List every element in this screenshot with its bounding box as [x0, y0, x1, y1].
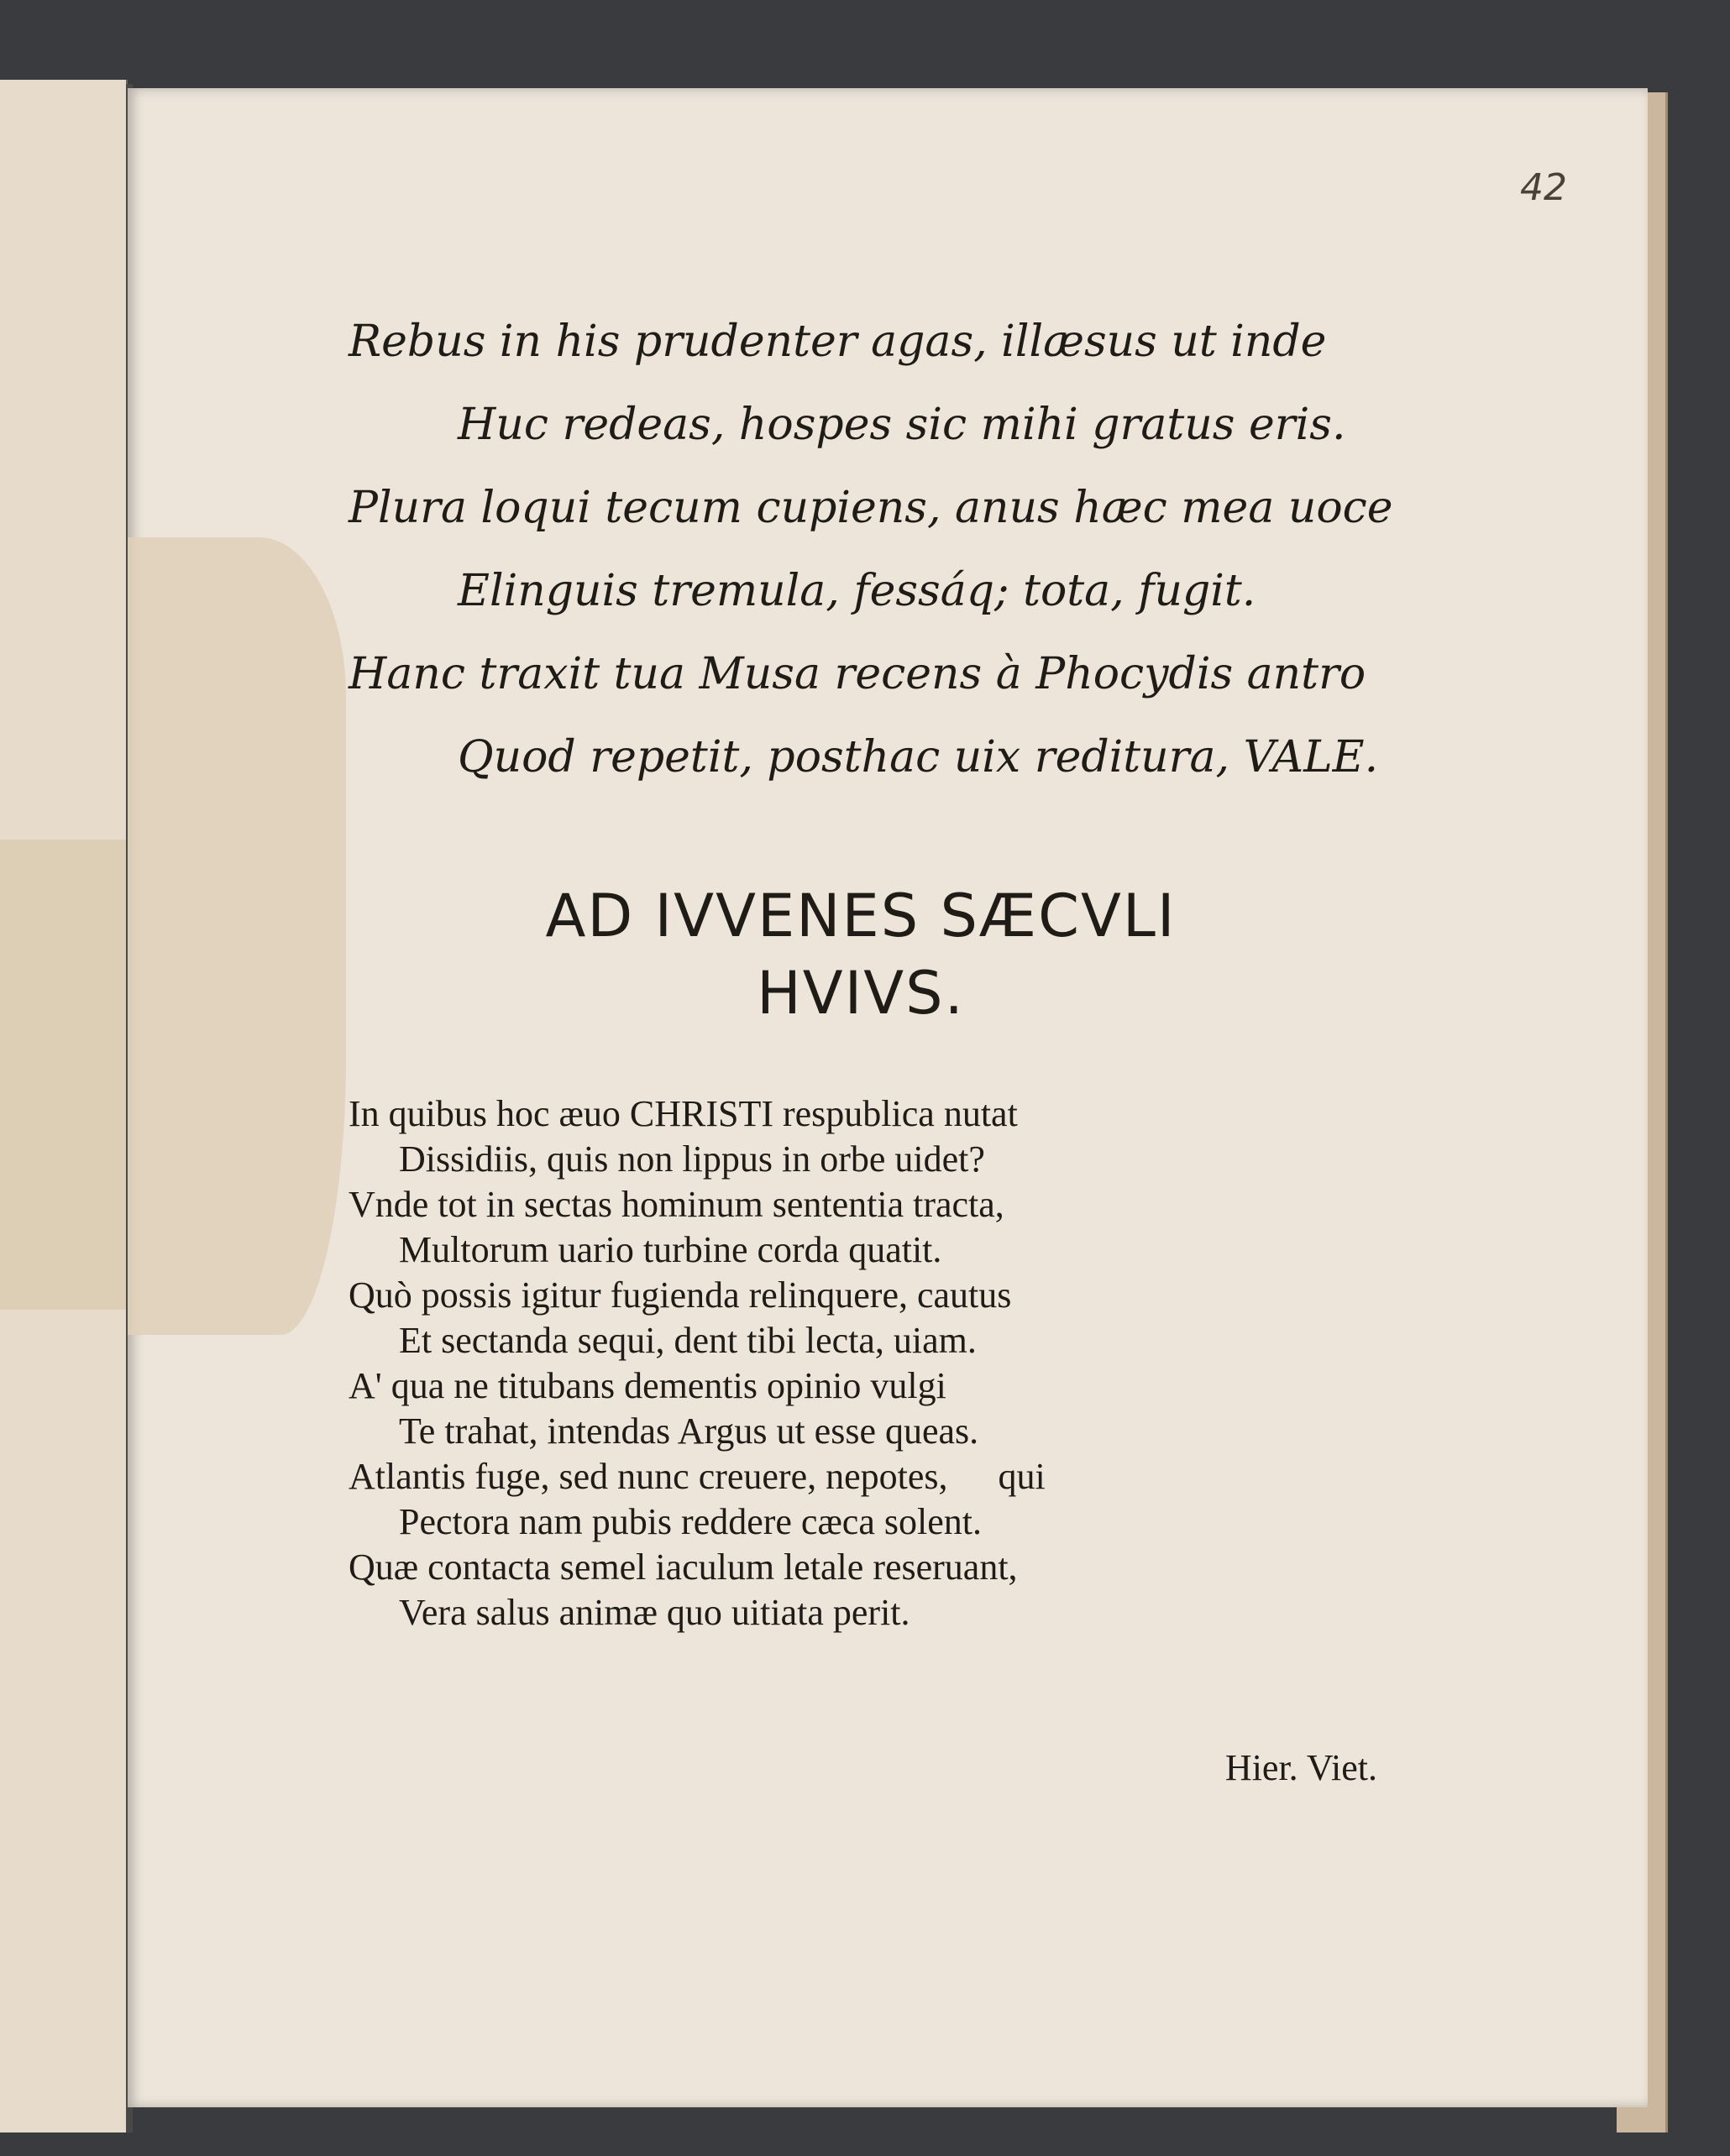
water-stain	[128, 537, 346, 1335]
poem-line: Quò possis igitur fugienda relinquere, cautus	[349, 1274, 1012, 1316]
folio-number: 42	[1520, 166, 1567, 209]
poem-line: Vnde tot in sectas hominum sententia tracta,	[349, 1184, 1004, 1225]
verse-line: Quod repetit, posthac uix reditura, VALE.	[458, 732, 1379, 782]
poem-heading	[453, 877, 1268, 1032]
poem-line: A' qua ne titubans dementis opinio vulgi	[349, 1365, 946, 1406]
poem-line: Vera salus animæ quo uitiata perit.	[399, 1592, 910, 1633]
heading-line-1: AD IVVENES SÆCVLI	[545, 882, 1177, 950]
verse-line: Elinguis tremula, fessáq; tota, fugit.	[458, 566, 1256, 616]
poem-line: Quæ contacta semel iaculum letale reseruant,	[349, 1546, 1018, 1588]
poem-line: In quibus hoc æuo CHRISTI respublica nutat	[349, 1093, 1018, 1134]
closing-verse	[349, 301, 1440, 799]
margin-note: qui	[998, 1456, 1046, 1497]
poem-line: Pectora nam pubis reddere cæca solent.	[399, 1501, 982, 1542]
poem-line: Dissidiis, quis non lippus in orbe uidet?	[399, 1138, 985, 1180]
poem-line: Multorum uario turbine corda quatit.	[399, 1229, 942, 1270]
heading-line-2: HVIVS.	[757, 959, 965, 1028]
poem-line-with-note	[349, 1454, 1356, 1499]
verse-line: Rebus in his prudenter agas, illæsus ut inde	[349, 317, 1327, 367]
author-signature: Hier. Viet.	[1224, 1747, 1377, 1788]
poem-body	[349, 1091, 1356, 1635]
poem-line: Et sectanda sequi, dent tibi lecta, uiam.	[399, 1320, 977, 1361]
poem-line: Atlantis fuge, sed nunc creuere, nepotes,	[349, 1456, 948, 1497]
poem-line: Te trahat, intendas Argus ut esse queas.	[399, 1410, 979, 1452]
verse-line: Hanc traxit tua Musa recens à Phocydis antro	[349, 649, 1366, 699]
verse-line: Plura loqui tecum cupiens, anus hæc mea uoce	[349, 483, 1393, 533]
verse-line: Huc redeas, hospes sic mihi gratus eris.	[458, 400, 1346, 450]
left-page-stain	[0, 840, 126, 1310]
